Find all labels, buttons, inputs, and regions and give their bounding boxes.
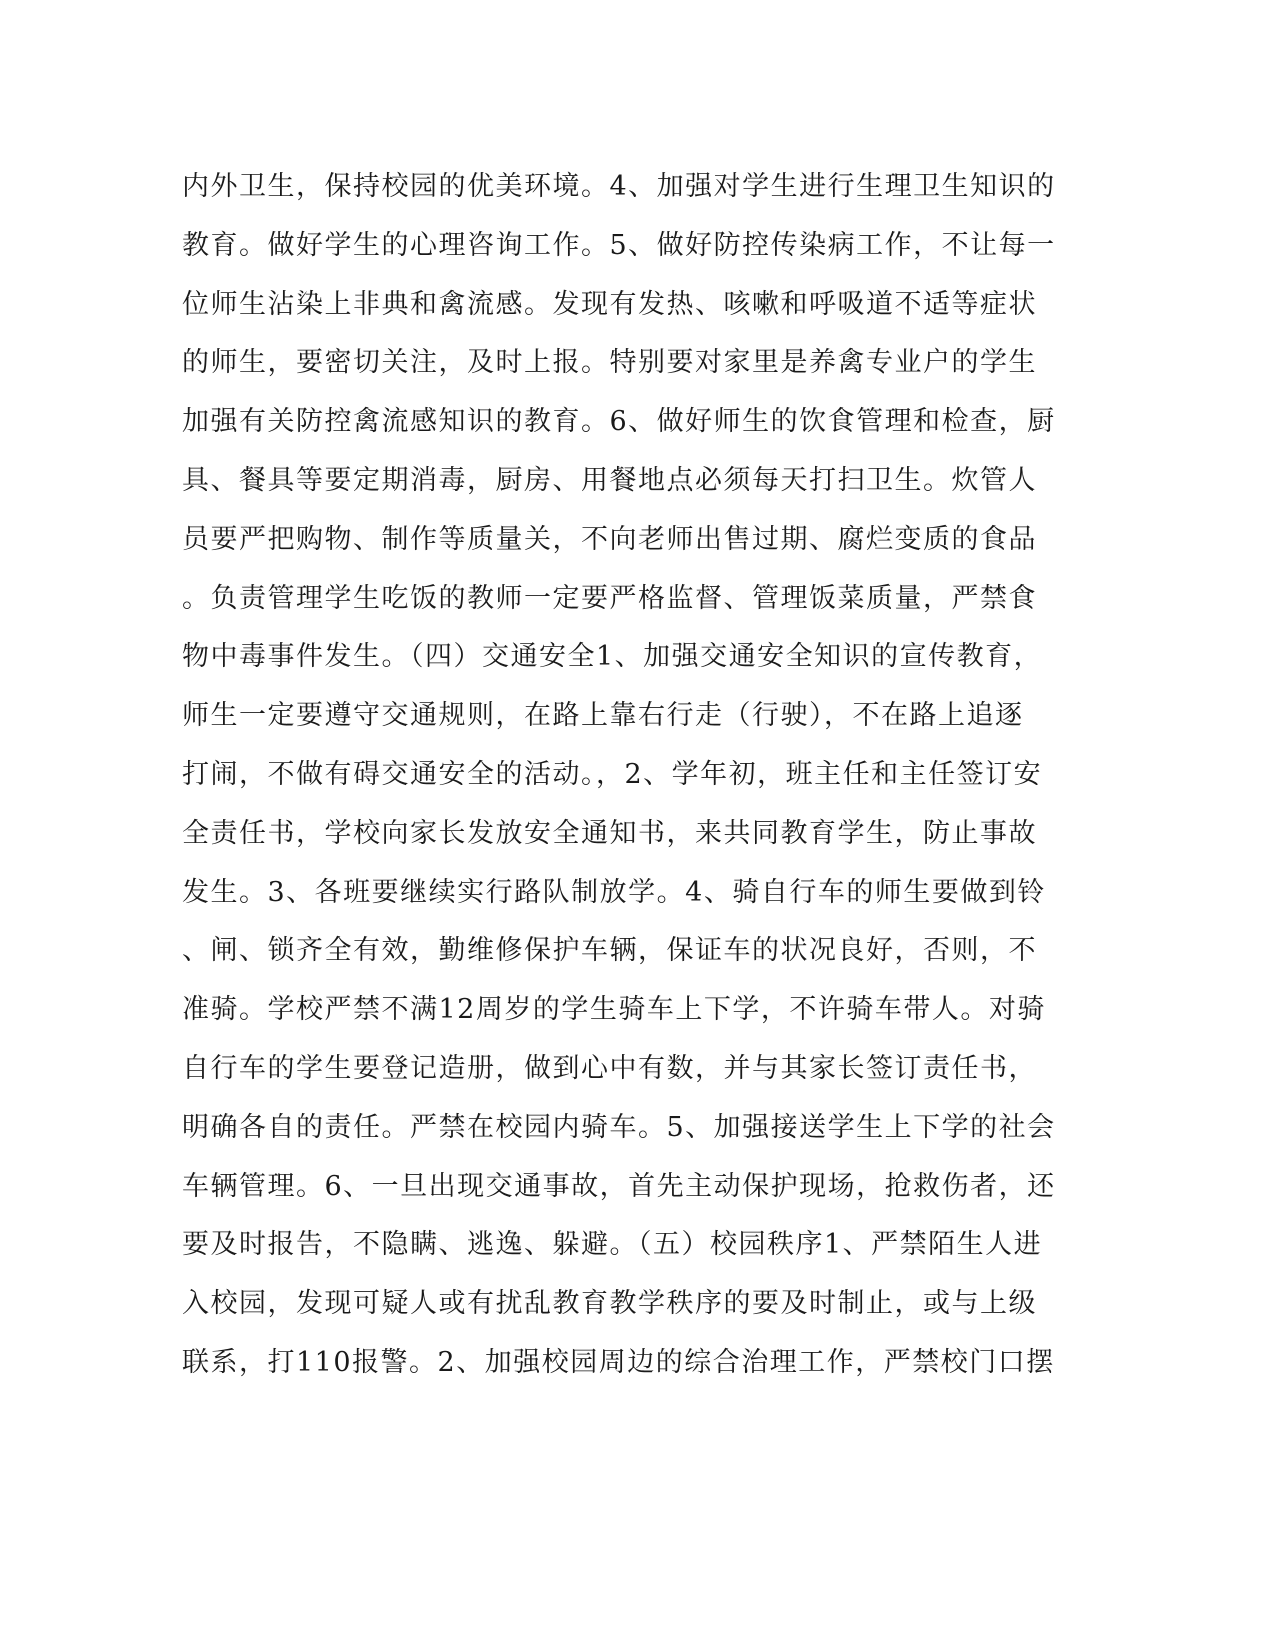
- text-line: 准骑。学校严禁不满12周岁的学生骑车上下学，不许骑车带人。对骑: [182, 994, 1046, 1026]
- text-line: 员要严把购物、制作等质量关，不向老师出售过期、腐烂变质的食品: [182, 523, 1037, 555]
- text-line: 车辆管理。6、一旦出现交通事故，首先主动保护现场，抢救伤者，还: [182, 1170, 1056, 1202]
- text-line: 内外卫生，保持校园的优美环境。4、加强对学生进行生理卫生知识的: [182, 171, 1056, 202]
- text-line: 加强有关防控禽流感知识的教育。6、做好师生的饮食管理和检查，厨: [182, 406, 1056, 438]
- text-line: 物中毒事件发生。（四）交通安全1、加强交通安全知识的宣传教育，: [182, 641, 1043, 673]
- text-line: 联系，打110报警。2、加强校园周边的综合治理工作，严禁校门口摆: [182, 1346, 1055, 1378]
- text-line: 自行车的学生要登记造册，做到心中有数，并与其家长签订责任书，: [182, 1052, 1037, 1084]
- text-line: 全责任书，学校向家长发放安全通知书，来共同教育学生，防止事故: [182, 817, 1037, 849]
- text-line: 。负责管理学生吃饭的教师一定要严格监督、管理饭菜质量，严禁食: [182, 582, 1037, 614]
- text-line: 要及时报告，不隐瞒、逃逸、躲避。（五）校园秩序1、严禁陌生人进: [182, 1229, 1043, 1261]
- text-line: 明确各自的责任。严禁在校园内骑车。5、加强接送学生上下学的社会: [182, 1111, 1056, 1143]
- text-line: 打闹，不做有碍交通安全的活动。，2、学年初，班主任和主任签订安: [182, 758, 1043, 790]
- text-line: 具、餐具等要定期消毒，厨房、用餐地点必须每天打扫卫生。炊管人: [182, 464, 1037, 496]
- text-line: 师生一定要遵守交通规则，在路上靠右行走（行驶），不在路上追逐: [182, 700, 1024, 732]
- text-line: 位师生沾染上非典和禽流感。发现有发热、咳嗽和呼吸道不适等症状: [182, 288, 1037, 320]
- body-text: [182, 158, 1062, 1393]
- text-line: 教育。做好学生的心理咨询工作。5、做好防控传染病工作，不让每一: [182, 229, 1056, 261]
- text-line: 发生。3、各班要继续实行路队制放学。4、骑自行车的师生要做到铃: [182, 876, 1046, 908]
- text-line: 的师生，要密切关注，及时上报。特别要对家里是养禽专业户的学生: [182, 347, 1037, 379]
- text-line: 、闸、锁齐全有效，勤维修保护车辆，保证车的状况良好，否则，不: [182, 935, 1037, 967]
- text-line: 入校园，发现可疑人或有扰乱教育教学秩序的要及时制止，或与上级: [182, 1288, 1037, 1320]
